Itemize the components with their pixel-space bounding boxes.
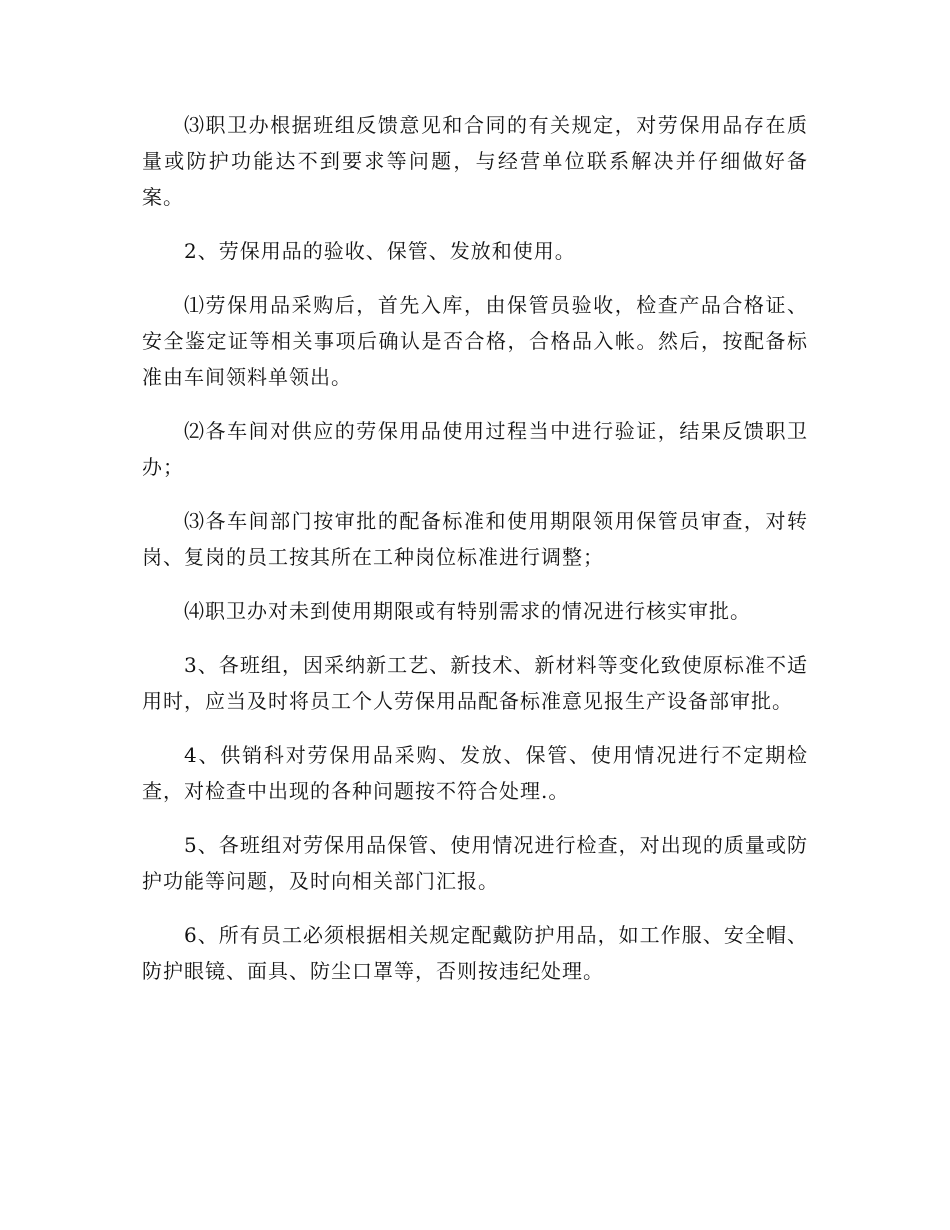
paragraph-3-feedback: ⑶职卫办根据班组反馈意见和合同的有关规定，对劳保用品存在质量或防护功能达不到要求等问题，与经营单位联系解决并仔细做好备案。 xyxy=(142,113,808,209)
section-4-inspection: 4、供销科对劳保用品采购、发放、保管、使用情况进行不定期检查，对检查中出现的各种问题按不符合处理.。 xyxy=(142,743,808,803)
paragraph-2-verification: ⑵各车间对供应的劳保用品使用过程当中进行验证，结果反馈职卫办； xyxy=(142,419,808,479)
paragraph-1-inbound: ⑴劳保用品采购后，首先入库，由保管员验收，检查产品合格证、安全鉴定证等相关事项后确认是否合格，合格品入帐。然后，按配备标准由车间领料单领出。 xyxy=(142,293,808,389)
section-6-ppe-requirement: 6、所有员工必须根据相关规定配戴防护用品，如工作服、安全帽、防护眼镜、面具、防尘口罩等，否则按违纪处理。 xyxy=(142,923,808,983)
section-2-heading: 2、劳保用品的验收、保管、发放和使用。 xyxy=(184,239,576,263)
section-5-team-check: 5、各班组对劳保用品保管、使用情况进行检查，对出现的质量或防护功能等问题，及时向相关部门汇报。 xyxy=(142,833,808,893)
section-3-standards: 3、各班组，因采纳新工艺、新技术、新材料等变化致使原标准不适用时，应当及时将员工个人劳保用品配备标准意见报生产设备部审批。 xyxy=(142,653,808,713)
paragraph-4-approval: ⑷职卫办对未到使用期限或有特别需求的情况进行核实审批。 xyxy=(184,599,751,623)
paragraph-3-issuance: ⑶各车间部门按审批的配备标准和使用期限领用保管员审查，对转岗、复岗的员工按其所在工种岗位标准进行调整； xyxy=(142,509,808,569)
document-body xyxy=(142,107,808,1007)
